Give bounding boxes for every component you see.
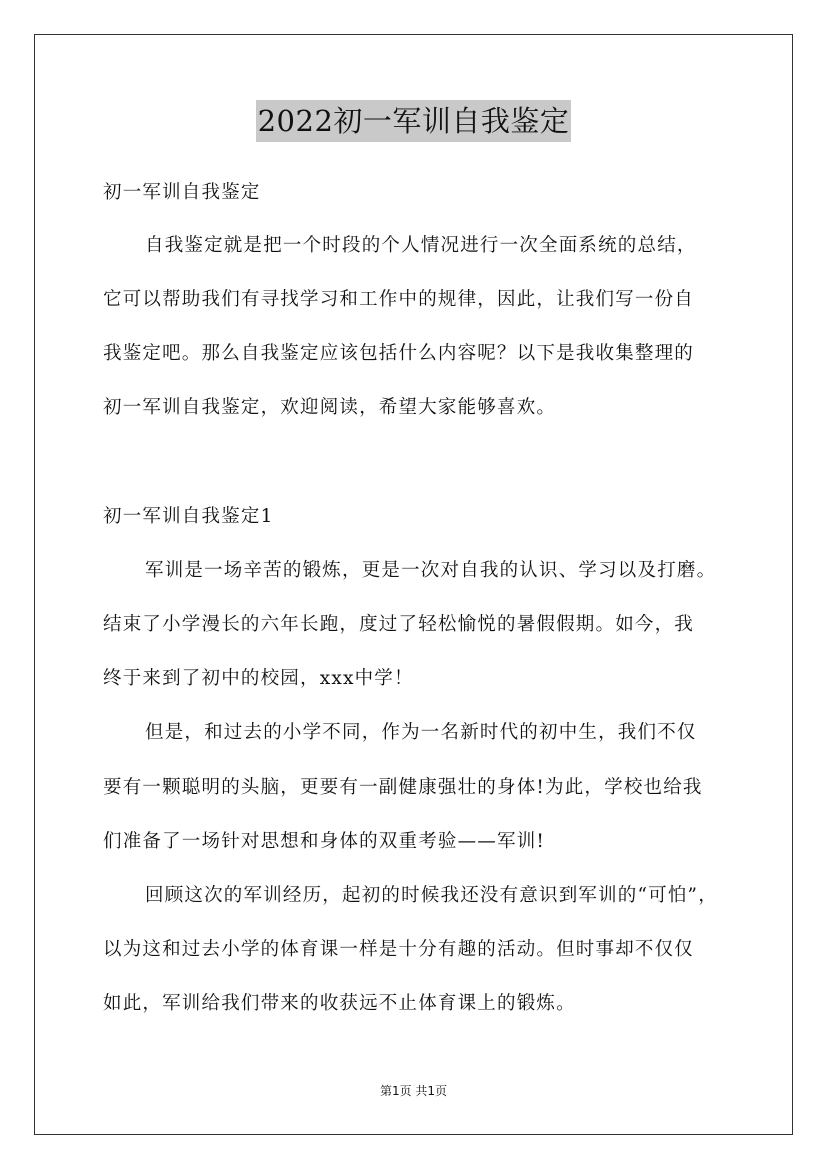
paragraph-line: 但是，和过去的小学不同，作为一名新时代的初中生，我们不仅 [145,722,697,743]
paragraph-line: 终于来到了初中的校园，xxx中学！ [103,668,414,689]
paragraph-line: 它可以帮助我们有寻找学习和工作中的规律，因此，让我们写一份自 [103,289,695,310]
section-heading: 初一军训自我鉴定 [103,182,261,203]
paragraph-line: 我鉴定吧。那么自我鉴定应该包括什么内容呢？以下是我收集整理的 [103,343,695,364]
document-title: 2022初一军训自我鉴定 [256,100,572,142]
paragraph-line: 要有一颗聪明的头脑，更要有一副健康强壮的身体!为此，学校也给我 [103,777,703,798]
paragraph-line: 自我鉴定就是把一个时段的个人情况进行一次全面系统的总结， [145,235,697,256]
title-container [0,100,827,142]
paragraph-line: 如此，军训给我们带来的收获远不止体育课上的锻炼。 [103,993,576,1014]
paragraph-line: 军训是一场辛苦的锻炼，更是一次对自我的认识、学习以及打磨。 [145,560,717,581]
section-heading: 初一军训自我鉴定1 [103,506,274,527]
page-number-label: 第1页 共1页 [379,1084,448,1098]
paragraph-line: 初一军训自我鉴定，欢迎阅读，希望大家能够喜欢。 [103,397,557,418]
paragraph-line: 回顾这次的军训经历，起初的时候我还没有意识到军训的“可怕”， [145,885,718,906]
page-footer [0,1082,827,1100]
paragraph-line: 结束了小学漫长的六年长跑，度过了轻松愉悦的暑假假期。如今，我 [103,614,695,635]
paragraph-line: 们准备了一场针对思想和身体的双重考验——军训! [103,831,546,852]
paragraph-line: 以为这和过去小学的体育课一样是十分有趣的活动。但时事却不仅仅 [103,939,695,960]
